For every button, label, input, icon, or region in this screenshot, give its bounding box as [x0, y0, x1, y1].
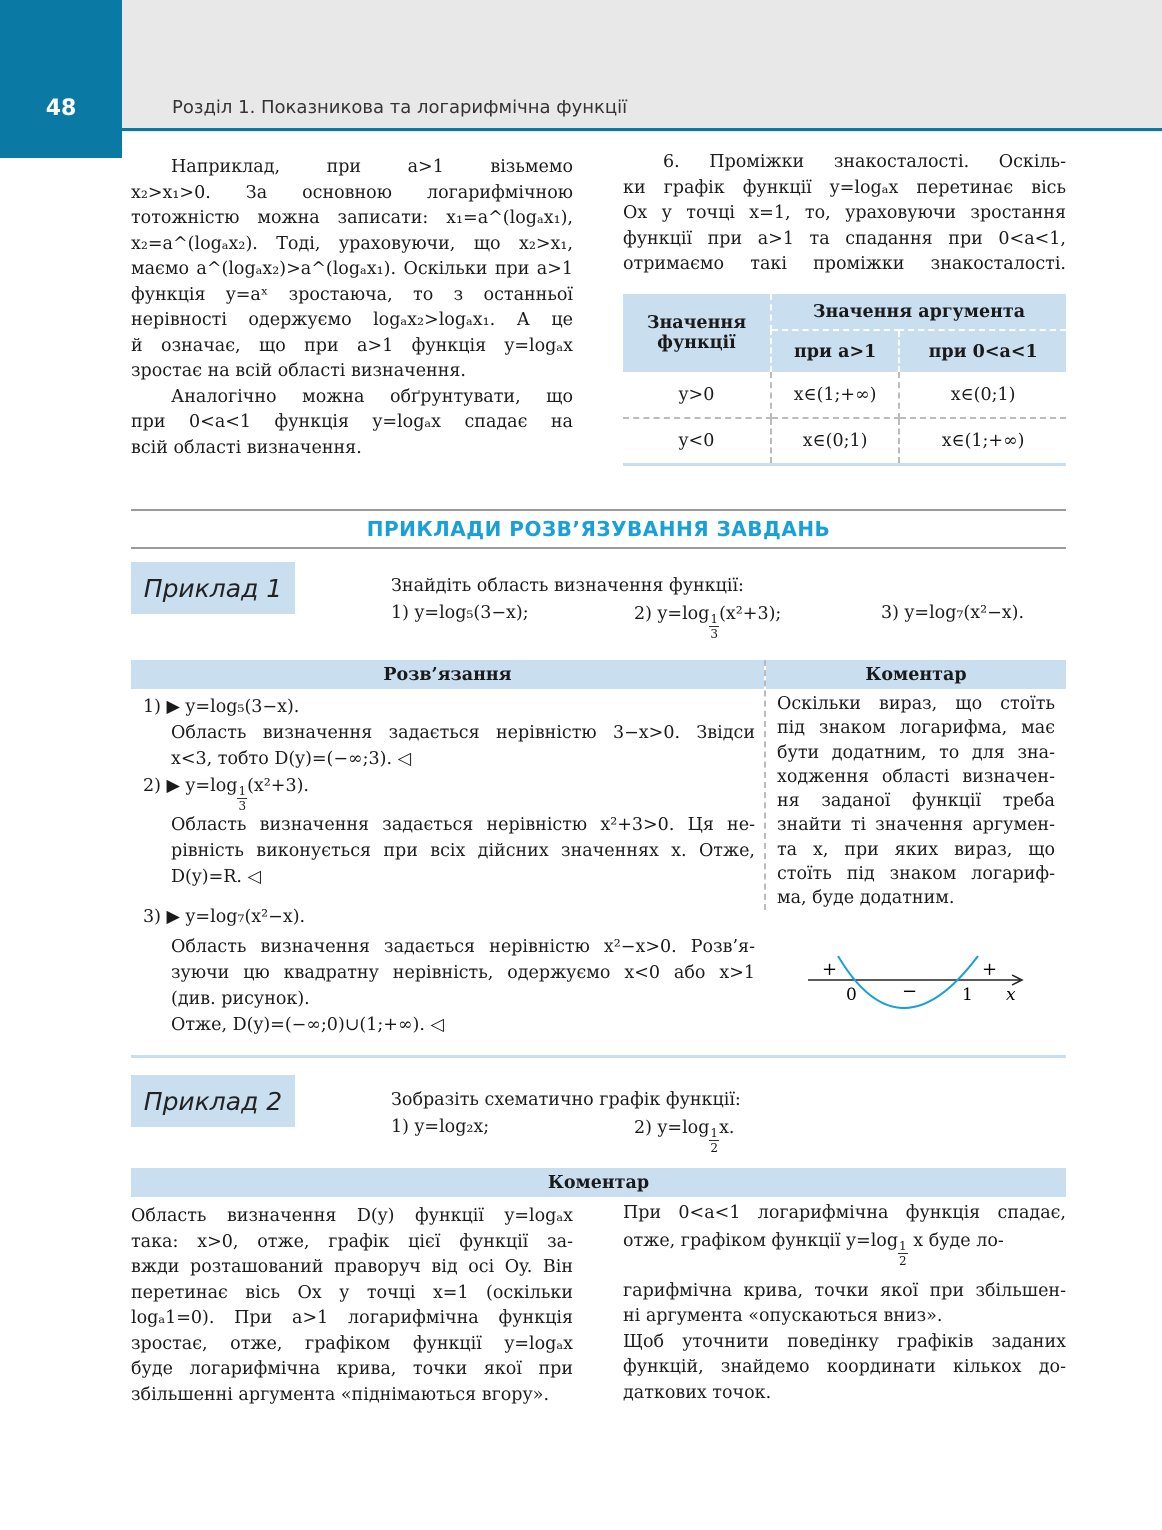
chapter-title: Розділ 1. Показникова та логарифмічна функції	[172, 97, 628, 118]
table-header-argument: Значення аргумента	[771, 294, 1066, 330]
text-line: під знаком логарифма, має	[777, 718, 1055, 739]
example-2-task	[391, 1087, 1071, 1155]
text-line: зуючи цю квадратну нерівність, одержуємо x<0 або x>1	[171, 963, 755, 983]
comment-header-2: Коментар	[131, 1168, 1066, 1197]
text-line: всій області визначення.	[131, 437, 362, 458]
label-x: x	[1006, 985, 1016, 1005]
text-line: функції при a>1 та спадання при 0<a<1,	[623, 228, 1066, 249]
fraction: $\frac{1}{3}$	[710, 612, 719, 641]
table-row	[623, 372, 1066, 418]
text-line: x<3, тобто D(y)=(−∞;3). ◁	[171, 749, 412, 769]
table-cell: y<0	[623, 418, 771, 464]
task-item-1: 1) y=log₂x;	[391, 1117, 490, 1137]
solution-text	[143, 694, 755, 1038]
left-column-text	[131, 155, 573, 461]
text-line: Область визначення задається нерівністю x²+3>0. Ця не-	[171, 815, 755, 835]
section-rule-bottom	[131, 547, 1066, 549]
text-line: отримаємо такі проміжки знакосталості.	[623, 254, 1066, 274]
text-line: Аналогічно можна обґрунтувати, що	[171, 386, 573, 407]
text-line: Область визначення задається нерівністю x²−x>0. Розв’я-	[171, 937, 755, 957]
text-line: Оскільки вираз, що стоїть	[777, 694, 1055, 714]
text-line: (див. рисунок).	[171, 989, 310, 1009]
example-1-bottom-rule	[131, 1055, 1066, 1058]
text-line: знайти ті значення аргумен-	[777, 815, 1055, 836]
task-item-3: 3) y=log₇(x²−x).	[881, 603, 1025, 623]
solution-2-head: 2) ▶ y=log $\frac{1}{3}$ (x²+3).	[143, 776, 309, 813]
task-item-2: 2) y=log $\frac{1}{2}$ x.	[634, 1118, 735, 1155]
solution-1-head: 1) ▶ y=log₅(3−x).	[143, 697, 300, 717]
table-header-function: Значення функції	[623, 294, 771, 372]
text-line: маємо a^(logₐx₂)>a^(logₐx₁). Оскільки при a>1	[131, 259, 573, 279]
text-line: D(y)=R. ◁	[171, 867, 261, 887]
text-line: ки графік функції y=logₐx перетинає вісь	[623, 177, 1066, 198]
text-line: при 0<a<1 функція y=logₐx спадає на	[131, 412, 573, 432]
example-1-task	[391, 573, 1071, 641]
text-line: ма, буде додатним.	[777, 888, 955, 909]
fraction: $\frac{1}{2}$	[710, 1126, 719, 1155]
text-line: та x, при яких вираз, що	[777, 839, 1055, 860]
section-rule-top	[131, 509, 1066, 511]
text-line: x₂=a^(logₐx₂). Тоді, ураховуючи, що x₂>x₁,	[131, 233, 573, 254]
text-line: тотожністю можна записати: x₁=a^(logₐx₁),	[131, 208, 573, 228]
text-line: й означає, що при a>1 функція y=logₐx	[131, 335, 573, 356]
text-line: така: x>0, отже, графік цієї функції за-	[131, 1231, 573, 1252]
parabola-sign-figure	[800, 950, 1040, 1010]
text-line: отже, графіком функції y=log $\frac{1}{2}$ x буде ло-	[623, 1230, 1004, 1268]
text-line: збільшенні аргумента «піднімаються вгору».	[131, 1384, 550, 1405]
text-line: ходження області визначен-	[777, 766, 1055, 787]
column-divider	[764, 660, 766, 910]
text-line: рівність виконується при всіх дійсних значеннях x. Отже,	[171, 841, 755, 861]
table-cell: y>0	[623, 372, 771, 418]
plus-sign-right: +	[982, 959, 998, 980]
example-2-label: Приклад 2	[131, 1075, 295, 1127]
text-line: 6. Проміжки знакосталості. Оскіль-	[663, 152, 1066, 172]
solution-3-head: 3) ▶ y=log₇(x²−x).	[143, 907, 306, 927]
text-line: функція y=aˣ зростаюча, то з останньої	[131, 284, 573, 305]
task-text: Зобразіть схематично графік функції:	[391, 1090, 741, 1110]
task-item-2: 2) y=log $\frac{1}{3}$ (x²+3);	[634, 604, 782, 641]
task-text: Знайдіть область визначення функції:	[391, 576, 744, 596]
section-title: ПРИКЛАДИ РОЗВ’ЯЗУВАННЯ ЗАВДАНЬ	[366, 517, 831, 541]
solution-header: Розв’язання	[131, 660, 764, 689]
text-line: Область визначення задається нерівністю 3−x>0. Звідси	[171, 723, 755, 743]
table-cell: x∈(0;1)	[899, 372, 1066, 418]
plus-sign-left: +	[822, 959, 838, 980]
fraction: $\frac{1}{2}$	[899, 1238, 907, 1268]
text-line: Щоб уточнити поведінку графіків заданих	[623, 1331, 1066, 1352]
text-line: Отже, D(y)=(−∞;0)∪(1;+∞). ◁	[171, 1015, 444, 1035]
label-zero: 0	[846, 985, 857, 1005]
table-cell: x∈(0;1)	[771, 418, 899, 464]
text-line: Область визначення D(y) функції y=logₐx	[131, 1206, 573, 1226]
table-cell: x∈(1;+∞)	[941, 430, 1025, 451]
fraction: $\frac{1}{3}$	[238, 784, 247, 813]
example-1-label: Приклад 1	[131, 562, 295, 614]
example-2-right-text	[623, 1201, 1066, 1406]
minus-sign: −	[902, 981, 918, 1002]
text-line: буде логарифмічна крива, точки якої при	[131, 1359, 573, 1379]
text-line: функцій, знайдемо координати кількох до-	[623, 1357, 1066, 1377]
text-line: стоїть під знаком логариф-	[777, 864, 1055, 885]
table-subheader-a-lt-1: при 0<a<1	[899, 330, 1066, 372]
text-line: перетинає вісь Ox у точці x=1 (оскільки	[131, 1282, 573, 1303]
table-row	[623, 418, 1066, 464]
right-column-text	[623, 150, 1066, 278]
text-line: даткових точок.	[623, 1382, 772, 1403]
comment-text	[777, 692, 1055, 911]
text-line: зростає, отже, графіком функції y=logₐx	[131, 1333, 573, 1354]
text-line: Ox у точці x=1, то, ураховуючи зростання	[623, 203, 1066, 223]
page-number-tab	[0, 0, 122, 158]
example-2-left-text	[131, 1204, 573, 1408]
comment-header: Коментар	[766, 660, 1066, 689]
label-one: 1	[962, 985, 973, 1005]
table-subheader-a-gt-1: при a>1	[771, 330, 899, 372]
text-line: x₂>x₁>0. За основною логарифмічною	[131, 182, 573, 203]
text-line: гарифмічна крива, точки якої при збільшен-	[623, 1280, 1066, 1301]
text-line: зростає на всій області визначення.	[131, 361, 466, 381]
text-line: бути додатним, то для зна-	[777, 742, 1055, 763]
text-line: вжди розташований праворуч від осі Oy. Він	[131, 1257, 573, 1277]
page-number: 48	[45, 96, 77, 121]
text-line: ні аргумента «опускаються вниз».	[623, 1306, 943, 1326]
text-line: ня заданої функції треба	[777, 791, 1055, 812]
header-rule	[122, 128, 1162, 131]
task-item-1: 1) y=log₅(3−x);	[391, 603, 529, 623]
text-line: При 0<a<1 логарифмічна функція спадає,	[623, 1203, 1066, 1223]
text-line: logₐ1=0). При a>1 логарифмічна функція	[131, 1308, 573, 1328]
table-cell: x∈(1;+∞)	[771, 372, 899, 418]
sign-intervals-table	[623, 294, 1066, 466]
text-line: нерівності одержуємо logₐx₂>logₐx₁. А це	[131, 310, 573, 330]
text-line: Наприклад, при a>1 візьмемо	[171, 157, 573, 177]
